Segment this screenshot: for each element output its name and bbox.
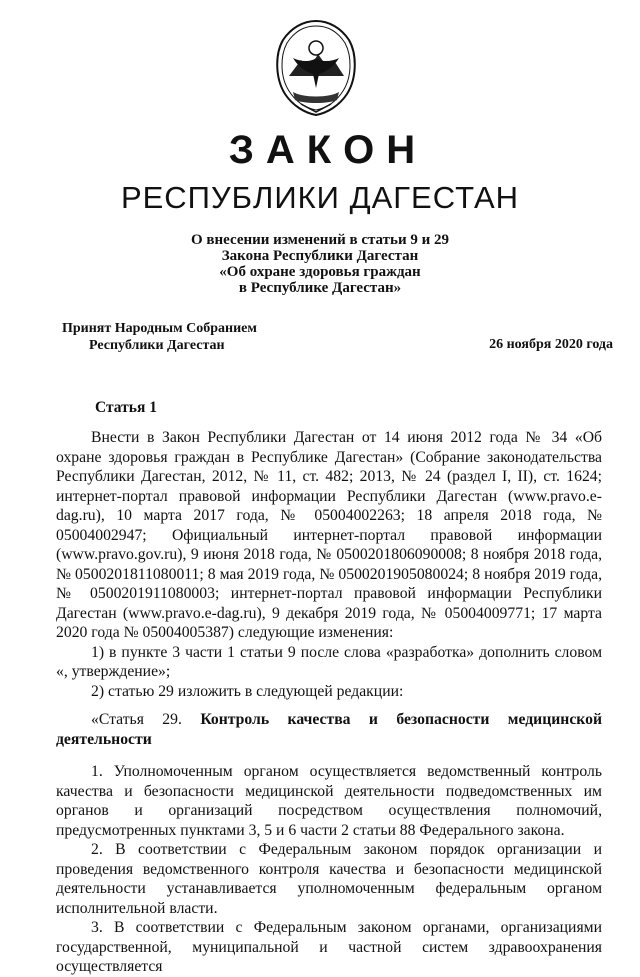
adoption-date: 26 ноября 2020 года <box>489 337 613 352</box>
article-body <box>56 428 602 977</box>
paragraph: 3. В соответствии с Федеральным законом органами, организациями государственной, муниципальной и частной систем здравоохранения осуществляется <box>56 919 602 975</box>
about-line: Закона Республики Дагестан <box>221 248 419 264</box>
adoption-body <box>62 320 257 354</box>
article29-heading <box>56 710 602 749</box>
adoption-line: Республики Дагестан <box>89 338 225 353</box>
paragraph: 1. Уполномоченным органом осуществляется ведомственный контроль качества и безопасности медицинской деятельности подведомственных им органов и организаций посредством осуществления полномочий, предусмотренных пунктами 3, 5 и 6 части 2 статьи 88 Федерального закона. <box>56 763 602 839</box>
article-heading: Статья 1 <box>95 399 157 416</box>
article-intro: Внести в Закон Республики Дагестан от 14 июня 2012 года № 34 «Об охране здоровья граждан в Республике Дагестан» (Собрание законодательства Республики Дагестан, 2012, № 11, ст. 482; 2013, № 24 (раздел I, II), ст. 1624; интернет-портал правовой информации Республики Дагестан (www.pravo.e-dag.ru), 10 марта 2017 года, № 05004002263; 18 апреля 2018 года, № 05004002947; Официальный интернет-портал правовой информации (www.pravo.gov.ru), 9 июня 2018 года, № 0500201806090008; 8 ноября 2018 года, № 0500201811080011; 8 мая 2019 года, № 0500201905080024; 8 ноября 2019 года, № 0500201911080003; интернет-портал правовой информации Республики Дагестан (www.pravo.e-dag.ru), 9 декабря 2019 года, № 05004009771; 17 марта 2020 года № 05004005387) следующие изменения: <box>56 429 602 641</box>
paragraph: 2. В соответствии с Федеральным законом порядок организации и проведения ведомственного контроля качества и безопасности медицинской деятельности устанавливается уполномоченным федеральным органом исполнительной власти. <box>56 841 602 917</box>
article29-title: Контроль качества и безопасности медицинской деятельности <box>56 711 603 748</box>
amendment-item: 2) статью 29 изложить в следующей редакции: <box>91 682 404 700</box>
law-title: ЗАКОН <box>228 128 428 172</box>
dagestan-coat-of-arms-icon <box>271 18 361 116</box>
law-subtitle: РЕСПУБЛИКИ ДАГЕСТАН <box>120 180 520 215</box>
amendment-item: 1) в пункте 3 части 1 статьи 9 после слова «разработка» дополнить словом «, утверждение»; <box>56 643 602 680</box>
adoption-line: Принят Народным Собранием <box>62 321 257 336</box>
about-line: в Республике Дагестан» <box>238 280 402 296</box>
about-line: «Об охране здоровья граждан <box>219 264 421 280</box>
law-about <box>100 232 540 296</box>
about-line: О внесении изменений в статьи 9 и 29 <box>191 232 449 248</box>
article29-prefix: «Статья 29. <box>91 711 182 728</box>
